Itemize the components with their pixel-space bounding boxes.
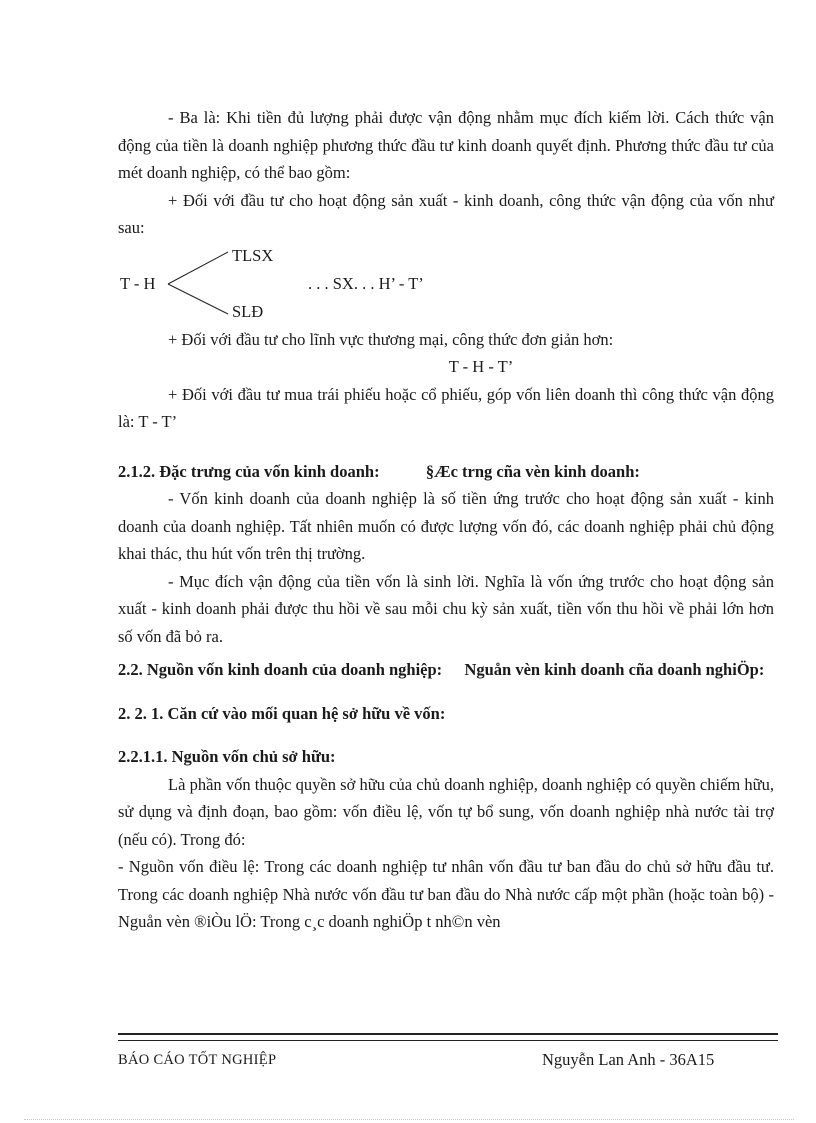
footer-author: Nguyễn Lan Anh - 36A15 xyxy=(542,1050,715,1069)
formula-branch-bottom: SLĐ xyxy=(232,301,264,321)
heading-2-1-2-title: 2.1.2. Đặc trưng của vốn kinh doanh: xyxy=(118,461,380,481)
page-bottom-border xyxy=(24,1119,794,1120)
formula-branch-top: TLSX xyxy=(232,245,274,265)
heading-2-2-title: 2.2. Nguồn vốn kinh doanh của doanh nghiệp: xyxy=(118,660,443,679)
formula-right-side: . . . SX. . . H’ - T’ xyxy=(308,273,424,293)
paragraph-securities-formula: + Đối với đầu tư mua trái phiếu hoặc cổ phiếu, góp vốn liên doanh thì công thức vận động là: T - T’ xyxy=(118,384,774,431)
heading-2-2-garbled: Nguån vèn kinh doanh cña doanh nghiÖp: xyxy=(464,660,765,679)
heading-2-2 xyxy=(118,656,774,684)
heading-2-2-1-1: 2.2.1.1. Nguồn vốn chủ sở hữu: xyxy=(118,747,336,766)
page-content xyxy=(118,104,774,936)
formula-branch-lines xyxy=(166,242,236,326)
paragraph-capital-purpose: - Mục đích vận động của tiền vốn là sinh lời. Nghĩa là vốn ứng trước cho hoạt động sản xuất - kinh doanh phải được thu hồi về sau mỗi chu kỳ sản xuất, tiền vốn thu hồi về phải lớn hơn số vốn đã bỏ ra. xyxy=(118,571,774,646)
heading-2-1-2-garbled: §Æc trng cña vèn kinh doanh: xyxy=(425,461,640,481)
paragraph-ba-la: - Ba là: Khi tiền đủ lượng phải được vận động nhằm mục đích kiếm lời. Cách thức vận động của tiền là doanh nghiệp phương thức đầu tư kinh doanh quyết định. Phương thức đầu tư của mét doanh nghiệp, có thể bao gồm: xyxy=(118,108,774,182)
formula-left-side: T - H xyxy=(120,273,156,293)
production-formula-diagram xyxy=(118,242,774,326)
paragraph-owner-equity: Là phần vốn thuộc quyền sở hữu của chủ doanh nghiệp, doanh nghiệp có quyền chiếm hữu, sử dụng và định đoạn, bao gồm: vốn điều lệ, vốn tự bổ sung, vốn doanh nghiệp nhà nước tài trợ (nếu có). Trong đó: xyxy=(118,774,774,849)
heading-2-1-2 xyxy=(118,458,774,486)
trade-formula: T - H - T’ xyxy=(448,357,514,376)
heading-2-2-1: 2. 2. 1. Căn cứ vào mối quan hệ sở hữu về vốn: xyxy=(118,703,446,723)
paragraph-trade-formula-intro: + Đối với đầu tư cho lĩnh vực thương mại, công thức đơn giản hơn: xyxy=(168,329,614,349)
paragraph-charter-capital: - Nguồn vốn điều lệ: Trong các doanh nghiệp tư nhân vốn đầu tư ban đầu do chủ sở hữu đầu tư. Trong các doanh nghiệp Nhà nước vốn đầu tư ban đầu do Nhà nước cấp một phần (hoặc toàn bộ) - Nguån vèn ®iÒu lÖ: Trong c¸c doanh nghiÖp t nh©n vèn xyxy=(118,857,774,931)
footer-report-title: BÁO CÁO TỐT NGHIỆP xyxy=(118,1052,277,1068)
paragraph-production-formula-intro: + Đối với đầu tư cho hoạt động sản xuất - kinh doanh, công thức vận động của vốn như sau: xyxy=(118,190,774,237)
paragraph-capital-definition: - Vốn kinh doanh của doanh nghiệp là số tiền ứng trước cho hoạt động sản xuất - kinh doanh của doanh nghiệp. Tất nhiên muốn có được lượng vốn đó, các doanh nghiệp phải chủ động khai thác, thu hút vốn trên thị trường. xyxy=(118,489,774,563)
footer-divider xyxy=(118,1033,778,1041)
